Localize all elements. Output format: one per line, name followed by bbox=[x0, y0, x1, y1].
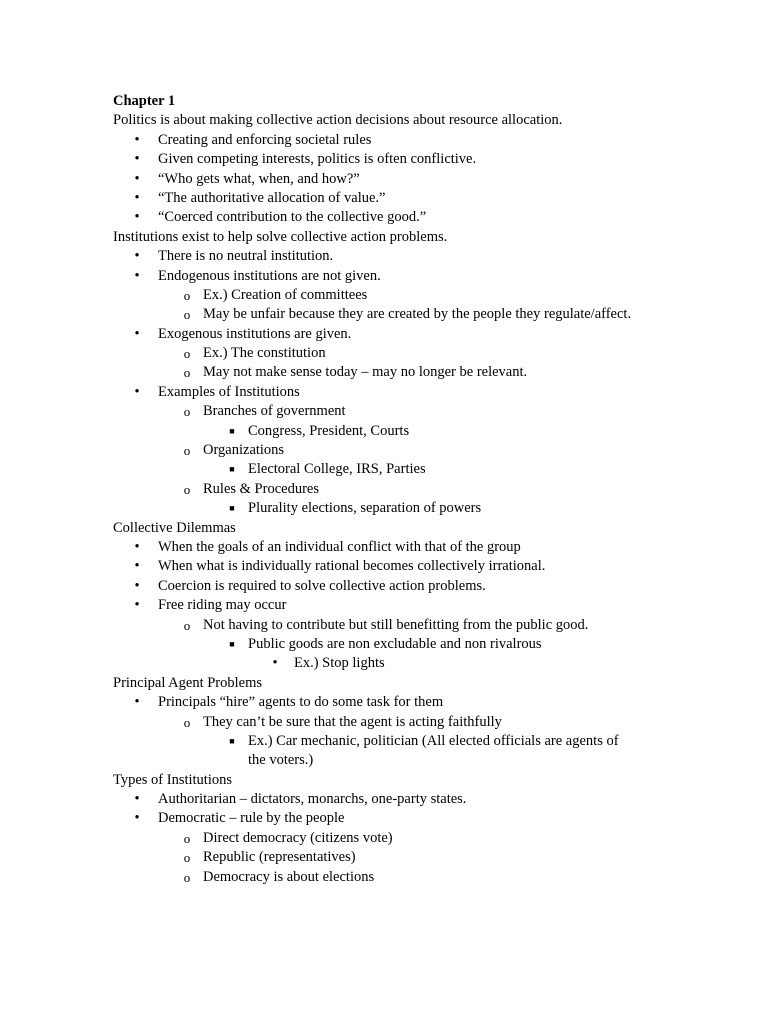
line-text: Not having to contribute but still benefitting from the public good. bbox=[203, 616, 589, 633]
circle-marker: o bbox=[183, 850, 191, 866]
line-text: May not make sense today – may no longer be relevant. bbox=[203, 364, 528, 381]
bullet-marker: • bbox=[134, 694, 140, 711]
section-heading bbox=[0, 674, 768, 693]
bullet-item bbox=[0, 557, 768, 576]
bullet-item bbox=[0, 131, 768, 150]
line-text: May be unfair because they are created by the people they regulate/affect. bbox=[203, 306, 632, 323]
bullet-item bbox=[0, 325, 768, 344]
line-text: Examples of Institutions bbox=[158, 383, 300, 400]
circle-marker: o bbox=[183, 307, 191, 323]
line-text: the voters.) bbox=[248, 752, 314, 769]
line-text: Authoritarian – dictators, monarchs, one-party states. bbox=[158, 791, 467, 808]
square-bullet-item bbox=[0, 460, 768, 479]
line-text: Endogenous institutions are not given. bbox=[158, 267, 381, 284]
deep-bullet-item bbox=[0, 654, 768, 673]
bullet-item bbox=[0, 208, 768, 227]
circle-marker: o bbox=[183, 287, 191, 303]
bullet-marker: • bbox=[134, 558, 140, 575]
line-text: Republic (representatives) bbox=[203, 849, 356, 866]
circle-marker: o bbox=[183, 481, 191, 497]
line-text: Coercion is required to solve collective action problems. bbox=[158, 577, 486, 594]
bullet-item bbox=[0, 150, 768, 169]
line-text: Plurality elections, separation of powers bbox=[248, 500, 482, 517]
sub-bullet-item bbox=[0, 441, 768, 460]
bullet-marker: • bbox=[134, 538, 140, 555]
line-text: Organizations bbox=[203, 442, 285, 459]
bullet-marker: • bbox=[134, 189, 140, 206]
line-text: Creating and enforcing societal rules bbox=[158, 131, 372, 148]
sub-bullet-item bbox=[0, 402, 768, 421]
square-marker: ■ bbox=[229, 638, 235, 649]
bullet-item bbox=[0, 267, 768, 286]
line-text: Rules & Procedures bbox=[203, 480, 319, 497]
line-text: Ex.) Car mechanic, politician (All elected officials are agents of bbox=[248, 732, 619, 749]
bullet-marker: • bbox=[134, 267, 140, 284]
line-text: When the goals of an individual conflict with that of the group bbox=[158, 538, 521, 555]
line-text: Exogenous institutions are given. bbox=[158, 325, 352, 342]
sub-bullet-item bbox=[0, 713, 768, 732]
line-text: Direct democracy (citizens vote) bbox=[203, 829, 393, 846]
bullet-marker: • bbox=[134, 151, 140, 168]
square-bullet-item bbox=[0, 732, 768, 751]
bullet-item bbox=[0, 693, 768, 712]
bullet-marker: • bbox=[134, 170, 140, 187]
line-text: Public goods are non excludable and non rivalrous bbox=[248, 635, 542, 652]
section-heading bbox=[0, 771, 768, 790]
sub-bullet-item bbox=[0, 305, 768, 324]
line-text: They can’t be sure that the agent is acting faithfully bbox=[203, 713, 502, 730]
line-text: Collective Dilemmas bbox=[113, 519, 236, 536]
line-text: Principals “hire” agents to do some task for them bbox=[158, 694, 444, 711]
bullet-marker: • bbox=[134, 209, 140, 226]
sub-bullet-item bbox=[0, 480, 768, 499]
section-heading bbox=[0, 519, 768, 538]
circle-marker: o bbox=[183, 443, 191, 459]
line-text: When what is individually rational becomes collectively irrational. bbox=[158, 558, 546, 575]
line-text: Democracy is about elections bbox=[203, 868, 375, 885]
paragraph-line bbox=[0, 111, 768, 130]
line-text: Principal Agent Problems bbox=[113, 674, 263, 691]
circle-marker: o bbox=[183, 404, 191, 420]
bullet-item bbox=[0, 577, 768, 596]
line-text: Branches of government bbox=[203, 403, 346, 420]
line-text: Ex.) Stop lights bbox=[294, 655, 385, 672]
line-text: “The authoritative allocation of value.” bbox=[158, 189, 386, 206]
document-page bbox=[0, 92, 768, 887]
chapter-heading bbox=[0, 92, 768, 111]
continuation-line bbox=[0, 751, 768, 770]
circle-marker: o bbox=[183, 714, 191, 730]
sub-bullet-item bbox=[0, 868, 768, 887]
square-marker: ■ bbox=[229, 735, 235, 746]
line-text: Ex.) Creation of committees bbox=[203, 286, 368, 303]
line-text: Congress, President, Courts bbox=[248, 422, 410, 439]
bullet-marker: • bbox=[272, 655, 278, 672]
line-text: Electoral College, IRS, Parties bbox=[248, 461, 426, 478]
sub-bullet-item bbox=[0, 344, 768, 363]
line-text: Politics is about making collective action decisions about resource allocation. bbox=[113, 112, 563, 129]
square-bullet-item bbox=[0, 635, 768, 654]
line-text: Types of Institutions bbox=[113, 771, 233, 788]
line-text: There is no neutral institution. bbox=[158, 248, 334, 265]
circle-marker: o bbox=[183, 346, 191, 362]
bullet-marker: • bbox=[134, 383, 140, 400]
bullet-item bbox=[0, 809, 768, 828]
bullet-item bbox=[0, 790, 768, 809]
bullet-item bbox=[0, 170, 768, 189]
bullet-item bbox=[0, 383, 768, 402]
bullet-item bbox=[0, 596, 768, 615]
line-text: Ex.) The constitution bbox=[203, 345, 326, 362]
bullet-marker: • bbox=[134, 131, 140, 148]
bullet-marker: • bbox=[134, 597, 140, 614]
sub-bullet-item bbox=[0, 829, 768, 848]
square-bullet-item bbox=[0, 422, 768, 441]
circle-marker: o bbox=[183, 617, 191, 633]
sub-bullet-item bbox=[0, 848, 768, 867]
sub-bullet-item bbox=[0, 286, 768, 305]
bullet-marker: • bbox=[134, 325, 140, 342]
square-marker: ■ bbox=[229, 425, 235, 436]
line-text: “Who gets what, when, and how?” bbox=[158, 170, 360, 187]
line-text: “Coerced contribution to the collective good.” bbox=[158, 209, 427, 226]
square-bullet-item bbox=[0, 499, 768, 518]
square-marker: ■ bbox=[229, 464, 235, 475]
bullet-marker: • bbox=[134, 791, 140, 808]
line-text: Democratic – rule by the people bbox=[158, 810, 345, 827]
paragraph-line bbox=[0, 228, 768, 247]
bullet-item bbox=[0, 247, 768, 266]
sub-bullet-item bbox=[0, 363, 768, 382]
bullet-item bbox=[0, 189, 768, 208]
chapter-title: Chapter 1 bbox=[113, 93, 176, 109]
sub-bullet-item bbox=[0, 616, 768, 635]
line-text: Given competing interests, politics is often conflictive. bbox=[158, 151, 477, 168]
circle-marker: o bbox=[183, 830, 191, 846]
line-text: Institutions exist to help solve collective action problems. bbox=[113, 228, 448, 245]
circle-marker: o bbox=[183, 869, 191, 885]
circle-marker: o bbox=[183, 365, 191, 381]
square-marker: ■ bbox=[229, 503, 235, 514]
bullet-marker: • bbox=[134, 577, 140, 594]
bullet-marker: • bbox=[134, 810, 140, 827]
bullet-marker: • bbox=[134, 248, 140, 265]
line-text: Free riding may occur bbox=[158, 597, 287, 614]
bullet-item bbox=[0, 538, 768, 557]
